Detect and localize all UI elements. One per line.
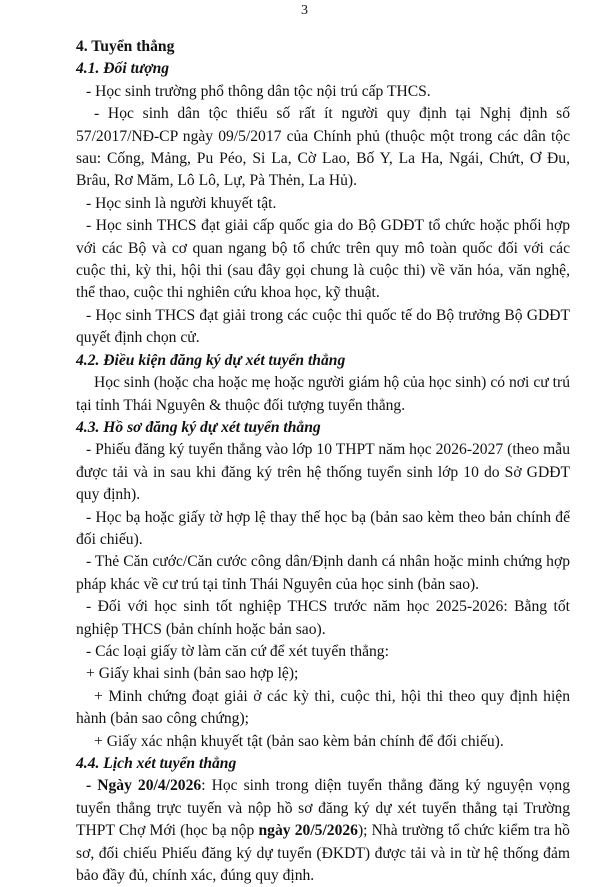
paragraph xyxy=(76,775,570,887)
section-heading-4: 4. Tuyển thẳng xyxy=(76,38,175,55)
paragraph: - Học sinh là người khuyết tật. xyxy=(86,194,277,212)
paragraph-text: : Học sinh trong diện tuyển thẳng đăng ký nguyện vọng tuyển thẳng trực tuyến và nộp hồ sơ đăng ký dự xét tuyển thẳng tại Trường THPT Chợ Mới (học bạ nộp xyxy=(76,777,571,840)
date-emphasis: - Ngày 20/4/2026 xyxy=(86,777,202,795)
date-emphasis: ngày 20/5/2026 xyxy=(258,822,358,840)
subsection-4-3-title: 4.3. Hồ sơ đăng ký dự xét tuyển thẳng xyxy=(76,418,321,436)
paragraph: - Học bạ hoặc giấy tờ hợp lệ thay thế học bạ (bản sao kèm theo bản chính để đối chiếu). xyxy=(76,508,570,548)
subsection-4-1-title: 4.1. Đối tượng xyxy=(76,60,170,78)
paragraph: + Minh chứng đoạt giải ở các kỳ thi, cuộc thi, hội thi theo quy định hiện hành (bản sao công chứng); xyxy=(76,687,570,728)
paragraph: - Các loại giấy tờ làm căn cứ để xét tuyển thẳng: xyxy=(86,642,389,660)
paragraph: - Đối với học sinh tốt nghiệp THCS trước năm học 2025-2026: Bằng tốt nghiệp THCS (bản chính hoặc bản sao). xyxy=(76,598,570,638)
paragraph: Học sinh (hoặc cha hoặc mẹ hoặc người giám hộ của học sinh) có nơi cư trú tại tỉnh Thái Nguyên & thuộc đối tượng tuyển thẳng. xyxy=(76,374,570,414)
paragraph: - Thẻ Căn cước/Căn cước công dân/Định danh cá nhân hoặc minh chứng hợp pháp khác về cư trú tại tỉnh Thái Nguyên của học sinh (bản sao). xyxy=(76,553,570,593)
paragraph: - Học sinh THCS đạt giải cấp quốc gia do Bộ GDĐT tổ chức hoặc phối hợp với các Bộ và cơ quan ngang bộ tổ chức trên quy mô toàn quốc đối với các cuộc thi, kỳ thi, hội thi (sau đây gọi chung là cuộc thi) về văn hóa, văn nghệ, thể thao, cuộc thi nghiên cứu khoa học, kỹ thuật. xyxy=(76,217,570,302)
subsection-4-2-title: 4.2. Điều kiện đăng ký dự xét tuyển thẳng xyxy=(76,351,346,369)
paragraph-text: ); Nhà trường tổ chức kiểm tra hồ sơ, đối chiếu Phiếu đăng ký dự tuyển (ĐKDT) được tải và in từ hệ thống đảm bảo đầy đủ, chính xác, đúng quy định. xyxy=(76,822,570,885)
subsection-4-4-title: 4.4. Lịch xét tuyển thẳng xyxy=(76,755,237,772)
page-number: 3 xyxy=(301,3,308,18)
paragraph: - Phiếu đăng ký tuyển thẳng vào lớp 10 THPT năm học 2026-2027 (theo mẫu được tải và in sau khi đăng ký trên hệ thống tuyển sinh lớp 10 do Sở GDĐT quy định). xyxy=(76,441,570,504)
paragraph: + Giấy xác nhận khuyết tật (bản sao kèm bản chính để đối chiếu). xyxy=(94,732,504,750)
paragraph: - Học sinh dân tộc thiểu số rất ít người quy định tại Nghị định số 57/2017/NĐ-CP ngày 09/5/2017 của Chính phủ (thuộc một trong các dân tộc sau: Cống, Mảng, Pu Péo, Si La, Cờ Lao, Bố Y, La Ha, Ngái, Chứt, Ơ Đu, Brâu, Rơ Măm, Lô Lô, Lự, Pà Thẻn, La Hủ). xyxy=(76,105,570,190)
paragraph: + Giấy khai sinh (bản sao hợp lệ); xyxy=(86,665,299,683)
document-body xyxy=(76,36,570,887)
paragraph: - Học sinh trường phổ thông dân tộc nội trú cấp THCS. xyxy=(86,82,431,100)
paragraph: - Học sinh THCS đạt giải trong các cuộc thi quốc tế do Bộ trưởng Bộ GDĐT quyết định chọn cử. xyxy=(76,306,570,347)
